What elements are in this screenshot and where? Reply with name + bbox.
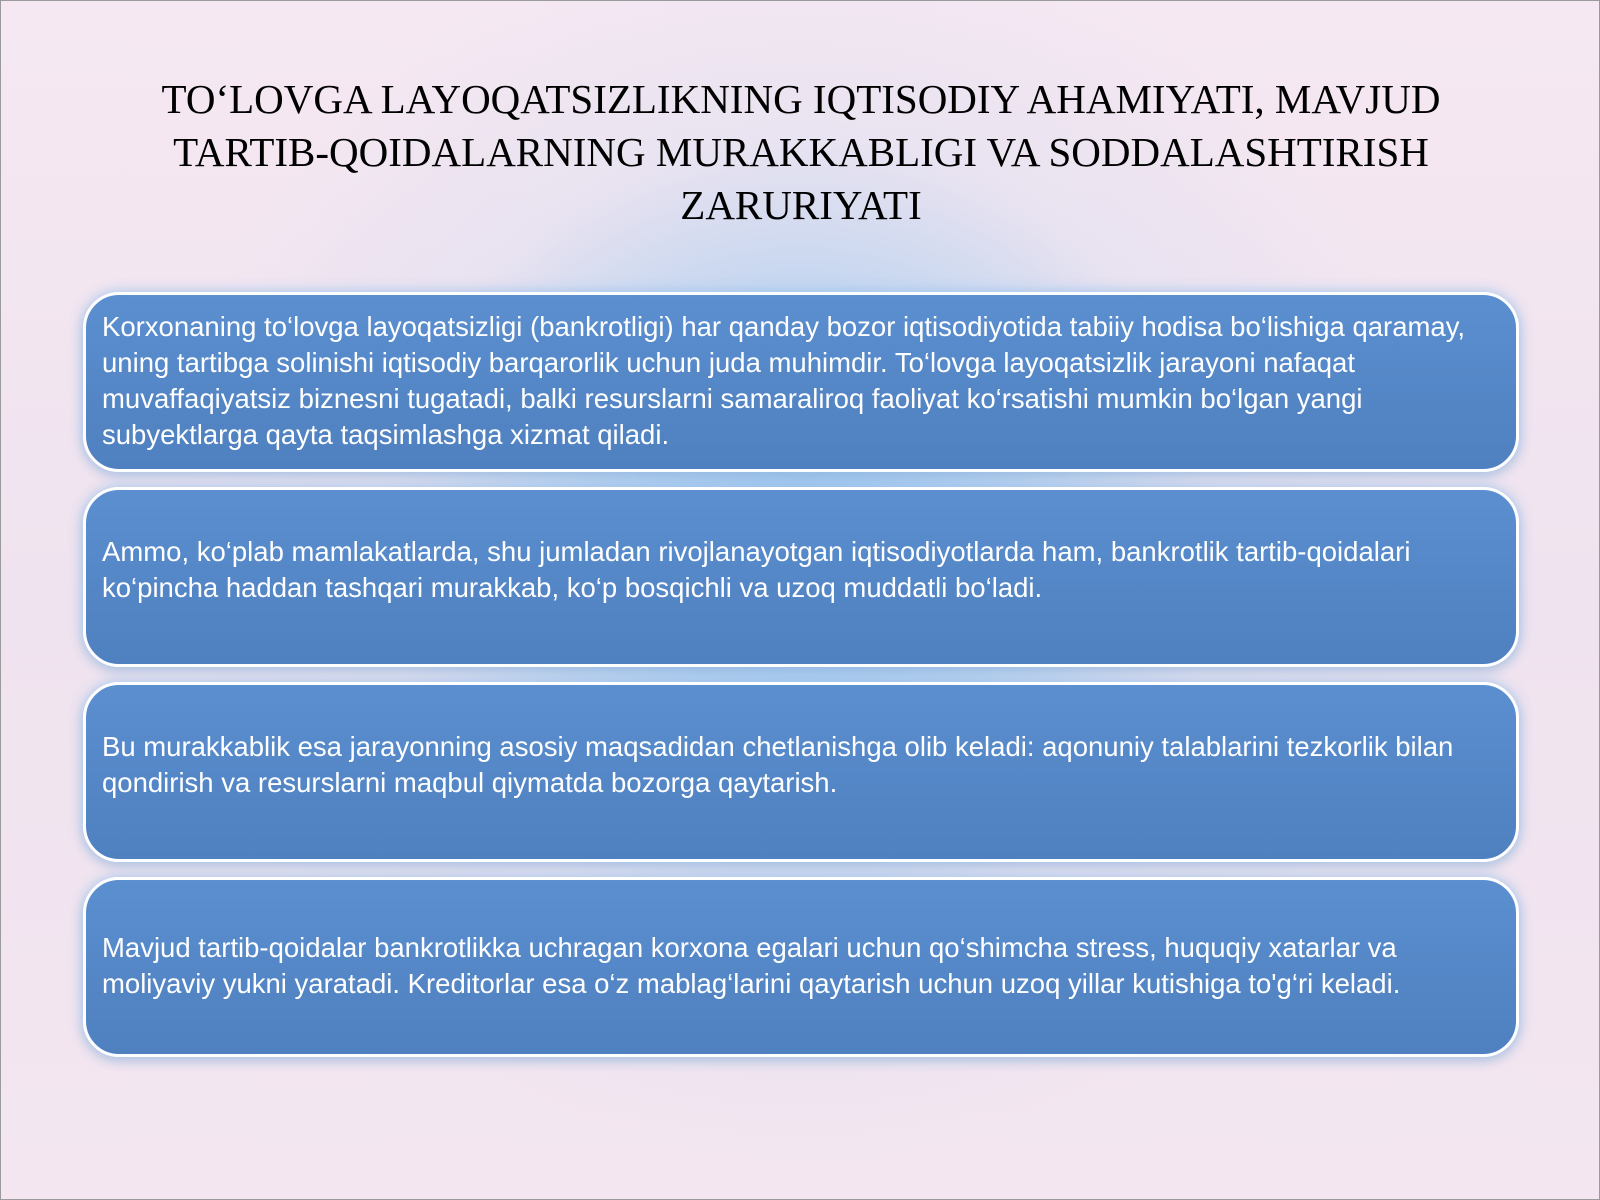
- text-box-4: [83, 877, 1519, 1057]
- slide-title: TO‘LOVGA LAYOQATSIZLIKNING IQTISODIY AHAMIYATI, MAVJUD TARTIB-QOIDALARNING MURAKKABLIGI VA SODDALASHTIRISH ZARURIYATI: [161, 76, 1441, 228]
- paragraph-3: Bu murakkablik esa jarayonning asosiy maqsadidan chetlanishga olib keladi: aqonuniy talablarini tezkorlik bilan qondirish va resurslarni maqbul qiymatda bozorga qaytarish.: [102, 731, 1454, 798]
- paragraph-2: Ammo, ko‘plab mamlakatlarda, shu jumladan rivojlanayotgan iqtisodiyotlarda ham, bankrotlik tartib-qoidalari ko‘pincha haddan tashqari murakkab, ko‘p bosqichli va uzoq muddatli bo‘ladi.: [102, 536, 1411, 603]
- text-box-1: [83, 292, 1519, 472]
- paragraph-1: Korxonaning to‘lovga layoqatsizligi (bankrotligi) har qanday bozor iqtisodiyotida tabiiy hodisa bo‘lishiga qaramay, uning tartibga solinishi iqtisodiy barqarorlik uchun juda muhimdir. To‘lovga layoqatsizlik jarayoni nafaqat muvaffaqiyatsiz biznesni tugatadi, balki resurslarni samaraliroq faoliyat ko‘rsatishi mumkin bo‘lgan yangi subyektlarga qayta taqsimlashga xizmat qiladi.: [102, 311, 1466, 450]
- text-box-3: [83, 682, 1519, 862]
- text-box-2: [83, 487, 1519, 667]
- paragraph-4: Mavjud tartib-qoidalar bankrotlikka uchragan korxona egalari uchun qo‘shimcha stress, huquqiy xatarlar va moliyaviy yukni yaratadi. Kreditorlar esa o‘z mablag‘larini qaytarish uchun uzoq yillar kutishiga to'g‘ri keladi.: [102, 932, 1401, 999]
